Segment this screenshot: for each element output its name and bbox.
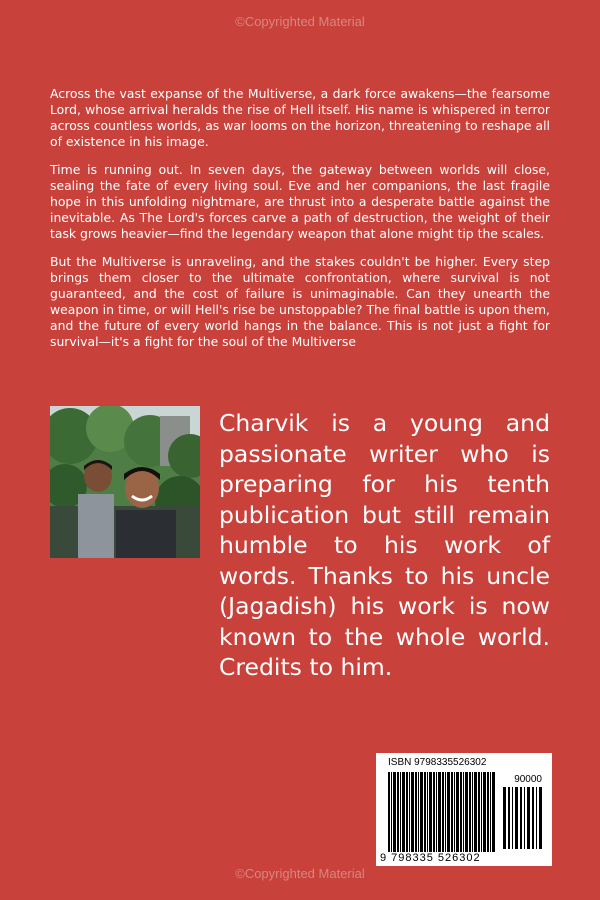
- copyright-watermark-top: ©Copyrighted Material: [235, 14, 365, 29]
- price-barcode-bars: [503, 787, 543, 849]
- copyright-watermark-bottom: ©Copyrighted Material: [235, 866, 365, 881]
- isbn-barcode: [376, 753, 552, 866]
- barcode-digits: 9 798335 526302: [380, 852, 481, 864]
- author-bio: Charvik is a young and passionate writer who is preparing for his tenth publication but still remain humble to his work of words. Thanks to his uncle (Jagadish) his work is now known to the whole world. Credits to him.: [219, 409, 550, 681]
- price-code: 90000: [514, 774, 542, 785]
- isbn-label: ISBN 9798335526302: [388, 757, 487, 768]
- back-cover-blurb: [50, 86, 550, 362]
- blurb-paragraph-3: But the Multiverse is unraveling, and the stakes couldn't be higher. Every step brings them closer to the ultimate confrontation, where survival is not guaranteed, and the cost of failure is unimaginable. Can they unearth the weapon in time, or will Hell's rise be unstoppable? The final battle is upon them, and the future of every world hangs in the balance. This is not just a fight for survival—it's a fight for the soul of the Multiverse: [50, 254, 550, 349]
- blurb-paragraph-1: Across the vast expanse of the Multiverse, a dark force awakens—the fearsome Lord, whose arrival heralds the rise of Hell itself. His name is whispered in terror across countless worlds, as war looms on the horizon, threatening to reshape all of existence in his image.: [50, 86, 550, 149]
- blurb-paragraph-2: Time is running out. In seven days, the gateway between worlds will close, sealing the fate of every living soul. Eve and her companions, the last fragile hope in this unfolding nightmare, are thrust into a desperate battle against the inevitable. As The Lord's forces carve a path of destruction, the weight of their task grows heavier—find the legendary weapon that alone might tip the scales.: [50, 162, 550, 241]
- barcode-bars: [388, 772, 498, 852]
- author-photo: [50, 406, 200, 558]
